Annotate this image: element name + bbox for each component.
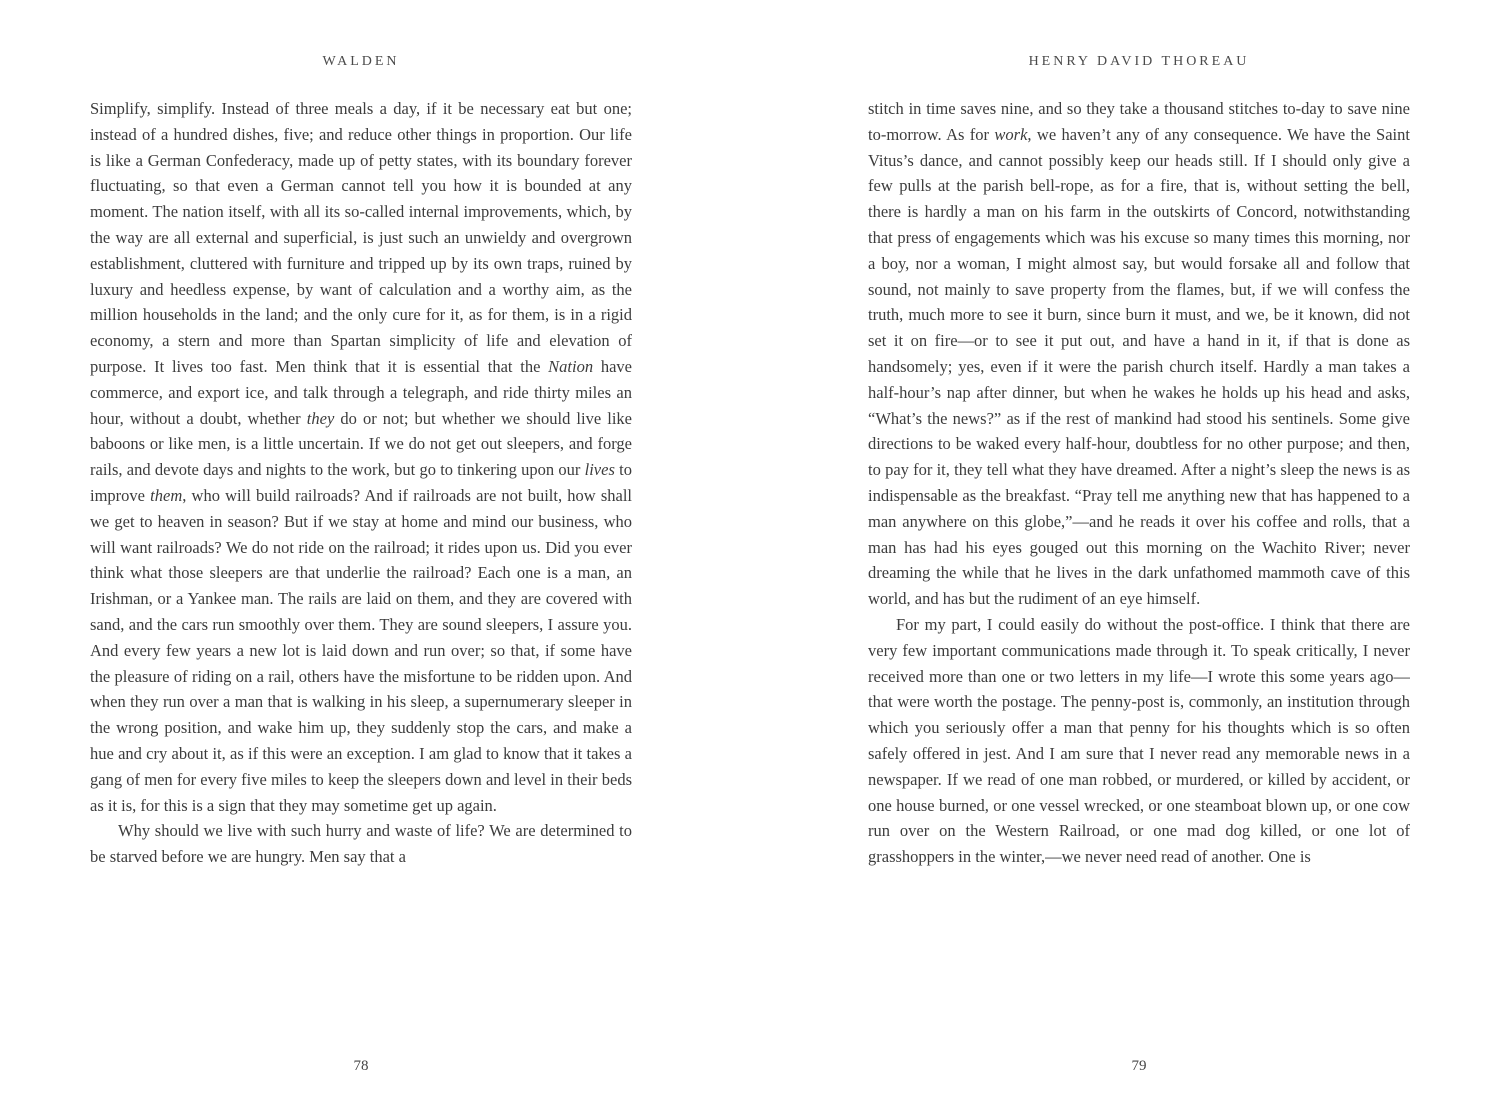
paragraph: Simplify, simplify. Instead of three meals a day, if it be necessary eat but one; instead of a hundred dishes, five; and reduce other things in proportion. Our life is like a German Confederacy, made up of petty states, with its boundary forever fluctuating, so that even a German cannot tell you how it is bounded at any moment. The nation itself, with all its so-called internal improvements, which, by the way are all external and superficial, is just such an unwieldy and overgrown establishment, cluttered with furniture and tripped up by its own traps, ruined by luxury and heedless expense, by want of calculation and a worthy aim, as the million households in the land; and the only cure for it, as for them, is in a rigid economy, a stern and more than Spartan simplicity of life and elevation of purpose. It lives too fast. Men think that it is essential that the Nation have commerce, and export ice, and talk through a telegraph, and ride thirty miles an hour, without a doubt, whether they do or not; but whether we should live like baboons or like men, is a little uncertain. If we do not get out sleepers, and forge rails, and devote days and nights to the work, but go to tinkering upon our lives to improve them, who will build railroads? And if railroads are not built, how shall we get to heaven in season? But if we stay at home and mind our business, who will want railroads? We do not ride on the railroad; it rides upon us. Did you ever think what those sleepers are that underlie the railroad? Each one is a man, an Irishman, or a Yankee man. The rails are laid on them, and they are covered with sand, and the cars run smoothly over them. They are sound sleepers, I assure you. And every few years a new lot is laid down and run over; so that, if some have the pleasure of riding on a rail, others have the misfortune to be ridden upon. And when they run over a man that is walking in his sleep, a supernumerary sleeper in the wrong position, and wake him up, they suddenly stop the cars, and make a hue and cry about it, as if this were an exception. I am glad to know that it takes a gang of men for every five miles to keep the sleepers down and level in their beds as it is, for this is a sign that they may sometime get up again. [90, 99, 632, 815]
running-head-right: HENRY DAVID THOREAU [1028, 54, 1250, 69]
page-text-left [90, 96, 632, 1036]
paragraph: For my part, I could easily do without the post-office. I think that there are very few important communications made through it. To speak critically, I never received more than one or two letters in my life—I wrote this some years ago—that were worth the postage. The penny-post is, commonly, an institution through which you seriously offer a man that penny for his thoughts which is so often safely offered in jest. And I am sure that I never read any memorable news in a newspaper. If we read of one man robbed, or murdered, or killed by accident, or one house burned, or one vessel wrecked, or one steamboat blown up, or one cow run over on the Western Railroad, or one mad dog killed, or one lot of grasshoppers in the winter,—we never need read of another. One is [868, 614, 1410, 867]
running-head-left: WALDEN [322, 54, 400, 69]
page-number-right: 79 [1131, 1058, 1147, 1074]
page-text-right [868, 96, 1410, 1036]
page-number-left: 78 [353, 1058, 369, 1074]
page-right [750, 0, 1500, 1105]
paragraph: stitch in time saves nine, and so they take a thousand stitches to-day to save nine to-morrow. As for work, we haven’t any of any consequence. We have the Saint Vitus’s dance, and cannot possibly keep our heads still. If I should only give a few pulls at the parish bell-rope, as for a fire, that is, without setting the bell, there is hardly a man on his farm in the outskirts of Concord, notwithstanding that press of engagements which was his excuse so many times this morning, nor a boy, nor a woman, I might almost say, but would forsake all and follow that sound, not mainly to save property from the flames, but, if we will confess the truth, much more to see it burn, since burn it must, and we, be it known, did not set it on fire—or to see it put out, and have a hand in it, if that is done as handsomely; yes, even if it were the parish church itself. Hardly a man takes a half-hour’s nap after dinner, but when he wakes he holds up his head and asks, “What’s the news?” as if the rest of mankind had stood his sentinels. Some give directions to be waked every half-hour, doubtless for no other purpose; and then, to pay for it, they tell what they have dreamed. After a night’s sleep the news is as indispensable as the breakfast. “Pray tell me anything new that has happened to a man anywhere on this globe,”—and he reads it over his coffee and rolls, that a man has had his eyes gouged out this morning on the Wachito River; never dreaming the while that he lives in the dark unfathomed mammoth cave of this world, and has but the rudiment of an eye himself. [868, 99, 1410, 609]
paragraph: Why should we live with such hurry and waste of life? We are determined to be starved before we are hungry. Men say that a [90, 821, 632, 867]
